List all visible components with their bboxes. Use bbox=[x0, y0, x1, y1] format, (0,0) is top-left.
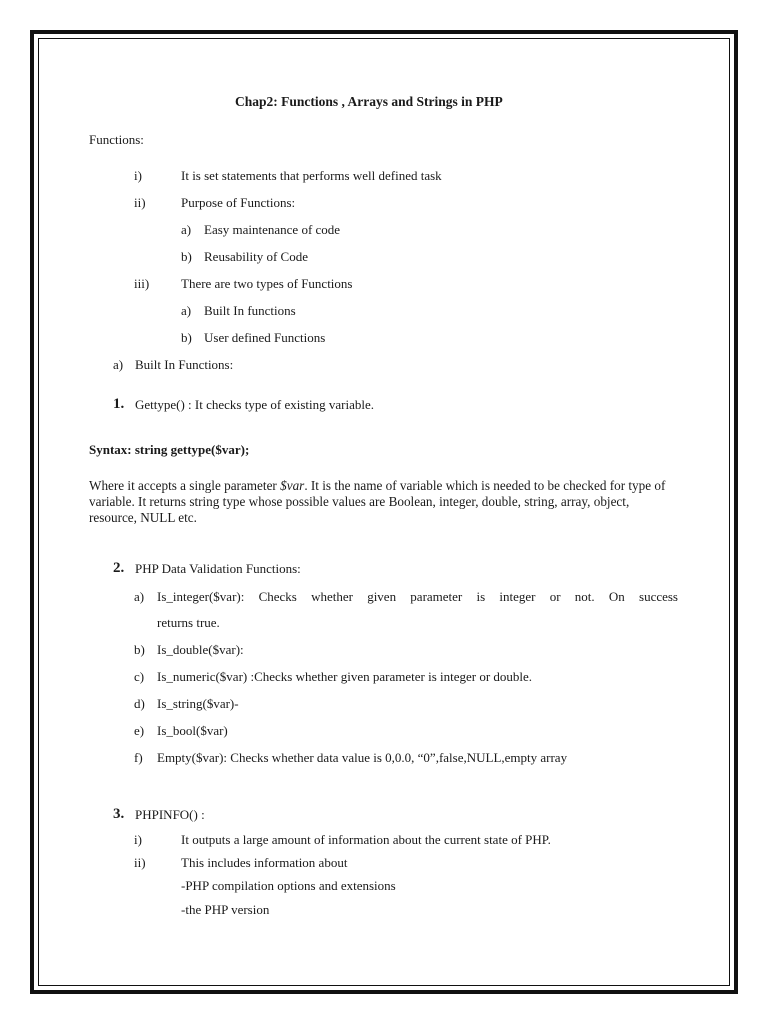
purpose-item-a: Easy maintenance of code bbox=[204, 222, 341, 237]
gettype-description bbox=[89, 478, 679, 526]
validation-item-d: Is_string($var)- bbox=[157, 696, 239, 711]
phpinfo-item-1: It outputs a large amount of information about the current state of PHP. bbox=[181, 832, 551, 847]
description-text-before: Where it accepts a single parameter bbox=[89, 478, 281, 493]
roman-marker-3: iii) bbox=[134, 276, 150, 291]
item-number-3: 3. bbox=[113, 806, 125, 822]
validation-marker-b: b) bbox=[134, 642, 145, 657]
validation-item-b: Is_double($var): bbox=[157, 642, 244, 657]
roman-item-3: There are two types of Functions bbox=[181, 276, 353, 291]
types-marker-b: b) bbox=[181, 330, 192, 345]
validation-marker-d: d) bbox=[134, 696, 145, 711]
purpose-marker-a: a) bbox=[181, 222, 192, 237]
phpinfo-marker-2: ii) bbox=[134, 855, 146, 870]
phpinfo-marker-1: i) bbox=[134, 832, 142, 847]
functions-heading: Functions: bbox=[89, 132, 144, 147]
validation-item-a-line1: Is_integer($var): Checks whether given parameter is integer or not. On success bbox=[157, 589, 678, 604]
gettype-line: Gettype() : It checks type of existing variable. bbox=[135, 397, 374, 412]
types-item-a: Built In functions bbox=[204, 303, 296, 318]
document-title: Chap2: Functions , Arrays and Strings in PHP bbox=[235, 94, 503, 109]
phpinfo-item-2: This includes information about bbox=[181, 855, 348, 870]
item-number-2: 2. bbox=[113, 560, 125, 576]
validation-heading: PHP Data Validation Functions: bbox=[135, 561, 301, 576]
roman-item-1: It is set statements that performs well defined task bbox=[181, 168, 442, 183]
purpose-marker-b: b) bbox=[181, 249, 192, 264]
types-marker-a: a) bbox=[181, 303, 192, 318]
validation-item-c: Is_numeric($var) :Checks whether given parameter is integer or double. bbox=[157, 669, 533, 684]
description-param: $var bbox=[280, 478, 305, 493]
builtin-marker: a) bbox=[113, 357, 124, 372]
purpose-item-b: Reusability of Code bbox=[204, 249, 308, 264]
roman-item-2: Purpose of Functions: bbox=[181, 195, 296, 210]
phpinfo-heading: PHPINFO() : bbox=[135, 807, 205, 822]
item-number-1: 1. bbox=[113, 396, 125, 412]
validation-marker-f: f) bbox=[134, 750, 143, 765]
roman-marker-2: ii) bbox=[134, 195, 146, 210]
phpinfo-detail-1: -PHP compilation options and extensions bbox=[181, 878, 396, 893]
types-item-b: User defined Functions bbox=[204, 330, 326, 345]
validation-item-e: Is_bool($var) bbox=[157, 723, 228, 738]
description-text-after: . It is the name of variable which is needed to be checked for type of variable. It returns string type whose possible values are Boolean, integer, double, string, array, object, resource, NULL etc. bbox=[89, 478, 666, 525]
validation-item-f: Empty($var): Checks whether data value is 0,0.0, “0”,false,NULL,empty array bbox=[157, 750, 568, 765]
validation-marker-c: c) bbox=[134, 669, 145, 684]
phpinfo-detail-2: -the PHP version bbox=[181, 902, 270, 917]
syntax-line: Syntax: string gettype($var); bbox=[89, 442, 250, 457]
validation-marker-e: e) bbox=[134, 723, 145, 738]
roman-marker-1: i) bbox=[134, 168, 142, 183]
validation-item-a-line2: returns true. bbox=[157, 615, 220, 630]
validation-marker-a: a) bbox=[134, 589, 145, 604]
builtin-heading: Built In Functions: bbox=[135, 357, 234, 372]
